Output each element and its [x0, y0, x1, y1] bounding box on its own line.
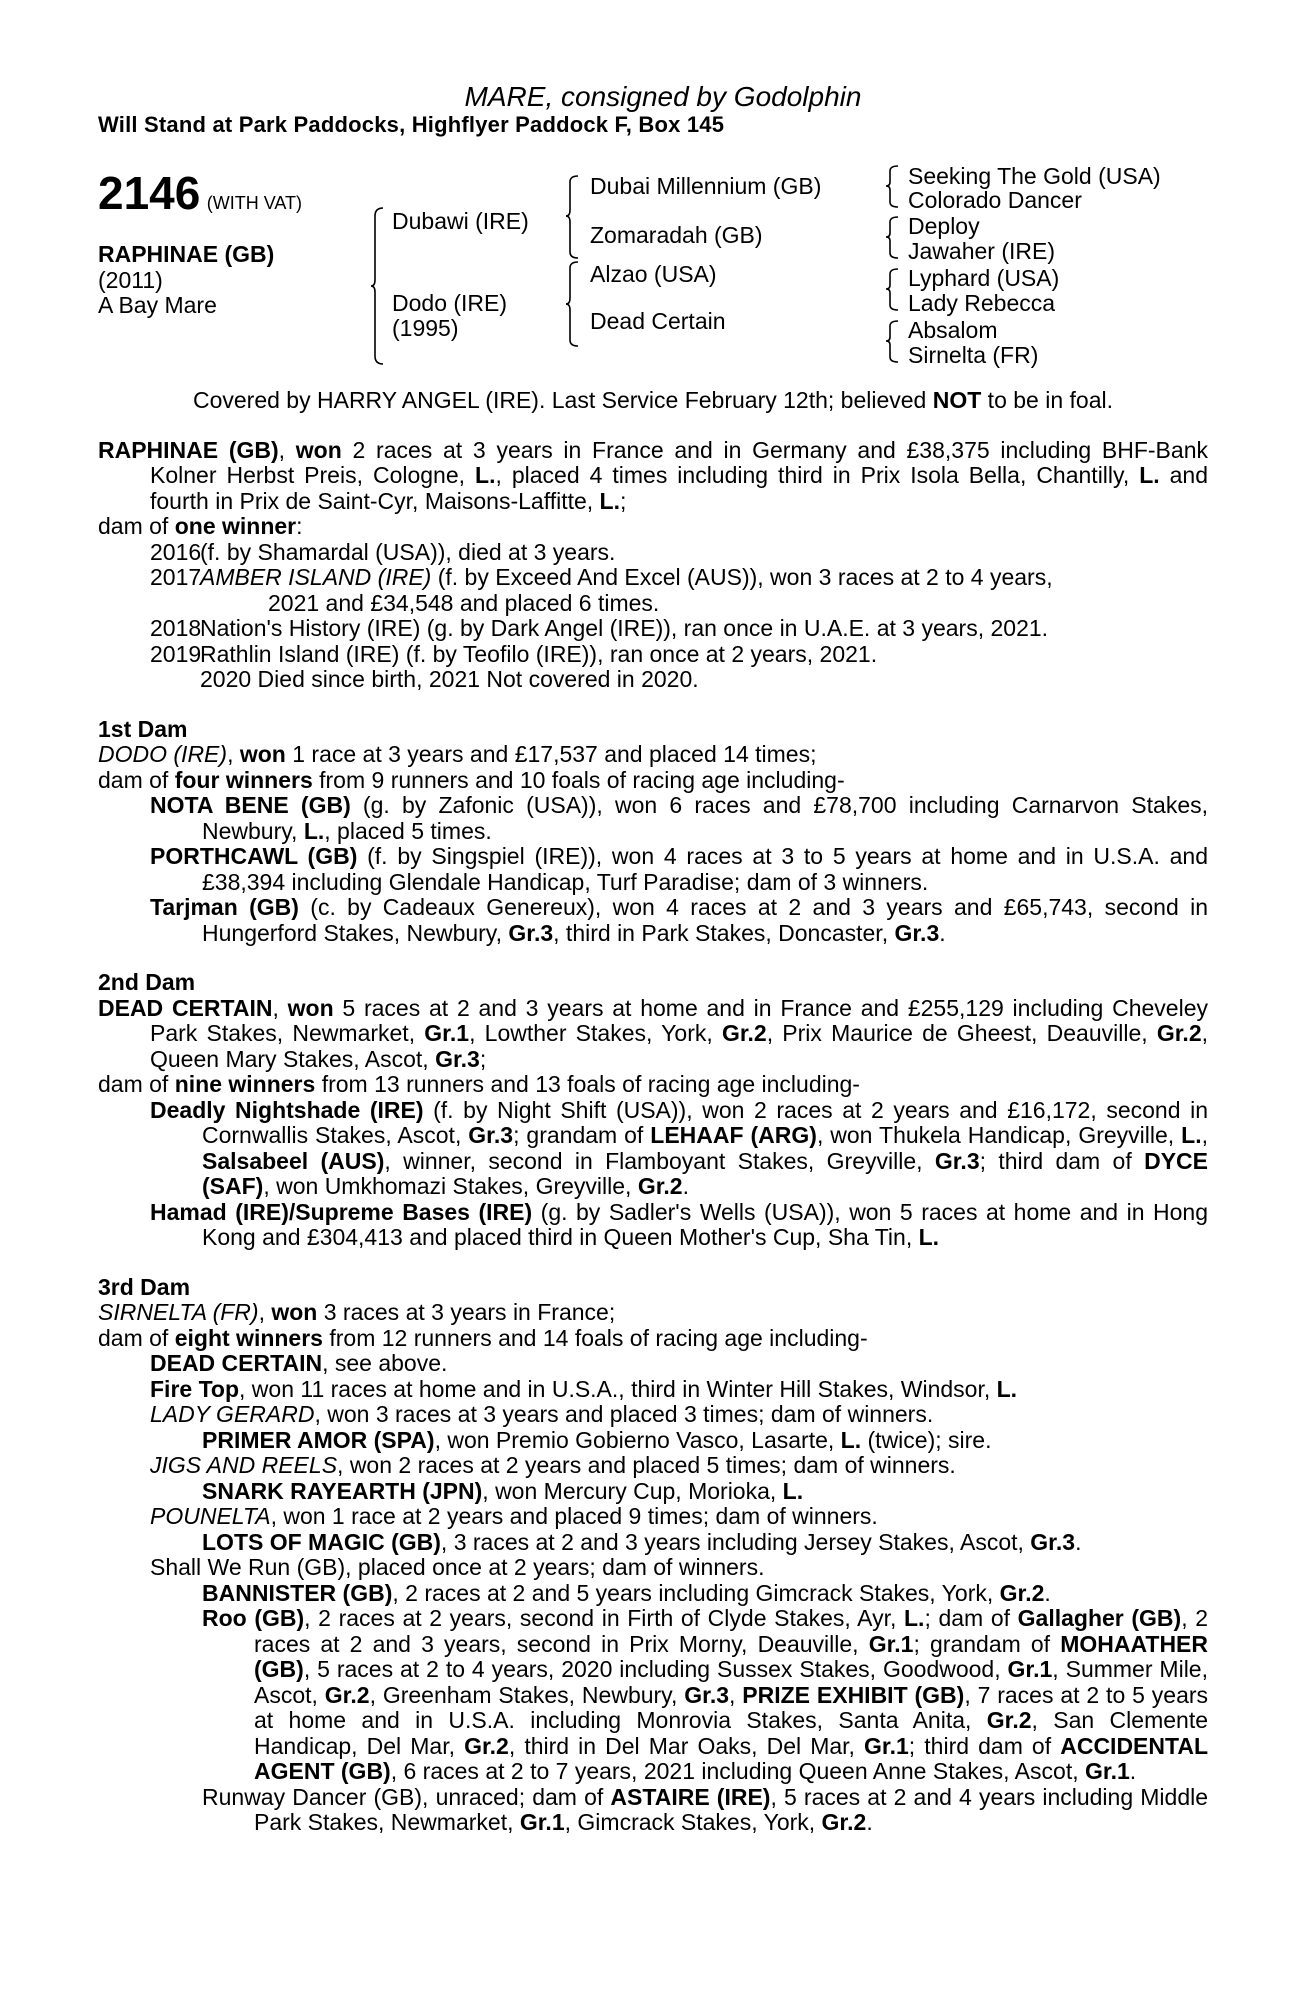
text-27: , Lowther Stakes, York,: [469, 1020, 722, 1046]
vat-label: (WITH VAT): [206, 193, 303, 213]
desc: [200, 565, 1208, 616]
progeny-row: [98, 565, 1208, 616]
text-20: (g. by Zafonic (USA)), won 6 races and £78,700 including Carnarvon Stakes, Newbury,: [202, 792, 1208, 844]
progeny-row: [98, 616, 1208, 642]
bold-text-25: Gr.3: [934, 1147, 980, 1174]
bold-text-52: Gr.2: [986, 1707, 1032, 1733]
bold-text-41: BANNISTER (GB): [202, 1579, 393, 1606]
dam3-subentry: [202, 1479, 1208, 1505]
bold-text-47: MOHAATHER (GB): [254, 1630, 1209, 1682]
dam1-heading: 1st Dam: [98, 715, 188, 742]
text-49: (twice); sire.: [861, 1426, 992, 1453]
text-32: from 13 runners and 13 foals of racing age including-: [315, 1071, 860, 1097]
bold-text-18: Gr.3: [435, 1045, 480, 1072]
bold-text-59: Gr.2: [821, 1809, 867, 1835]
text-14: 2019: [150, 640, 202, 667]
bold-text-19: nine winners: [174, 1071, 316, 1097]
text-29: , Queen Mary Stakes, Ascot,: [150, 1020, 1209, 1072]
text-37: , winner, second in Flamboyant Stakes, Greyville,: [384, 1147, 935, 1174]
ddam-sire: Absalom: [908, 317, 998, 343]
sire-dam: Zomaradah (GB): [590, 222, 763, 248]
text-44: from 12 runners and 14 foals of racing age including-: [322, 1324, 868, 1351]
bold-text-55: ACCIDENTAL AGENT (GB): [254, 1732, 1209, 1784]
bold-text-28: Hamad (IRE)/Supreme Bases (IRE): [150, 1198, 533, 1225]
text-53: , 3 races at 2 and 3 years including Jersey Stakes, Ascot,: [440, 1528, 1031, 1555]
bold-text-32: DEAD CERTAIN: [150, 1350, 323, 1376]
bold-text-37: SNARK RAYEARTH (JPN): [202, 1477, 483, 1504]
text-38: ; third dam of: [979, 1147, 1145, 1174]
text-26: 5 races at 2 and 3 years at home and in France and £255,129 including Cheveley Park Stakes, Newmarket,: [150, 994, 1209, 1046]
bold-text-23: L.: [1181, 1122, 1202, 1148]
lot-number-line: [98, 167, 303, 219]
sire-bracket: [566, 174, 580, 260]
bold-text-42: Gr.2: [999, 1579, 1045, 1606]
text-69: , 6 races at 2 to 7 years, 2021 including Queen Anne Stakes, Ascot,: [390, 1758, 1085, 1784]
bold-text-10: Tarjman (GB): [150, 894, 299, 920]
sdam-sire: Deploy: [908, 213, 980, 239]
dam3-entry: [150, 1351, 1208, 1377]
text-3: and fourth in Prix de Saint-Cyr, Maisons-Laffitte,: [150, 462, 1209, 514]
text-35: , won Thukela Handicap, Greyville,: [816, 1122, 1182, 1148]
bold-text-39: LOTS OF MAGIC (GB): [202, 1528, 441, 1555]
bold-text-50: Gr.3: [684, 1681, 730, 1708]
bracket-1: [886, 164, 900, 210]
text-6: :: [296, 513, 303, 539]
bracket-3: [886, 267, 900, 313]
text-63: , Greenham Stakes, Newbury,: [369, 1681, 685, 1708]
text-25: .: [939, 919, 946, 946]
bold-text-7: NOTA BENE (GB): [150, 792, 351, 818]
text-23: (c. by Cadeaux Genereux), won 4 races at 2 and 3 years and £65,743, second in Hungerford Stakes, Newbury,: [202, 894, 1208, 946]
text-48: , won Premio Gobierno Vasco, Lasarte,: [434, 1426, 841, 1453]
dam2-entry: [150, 1200, 1208, 1251]
pedigree-table: [98, 164, 1208, 386]
bold-text-15: Gr.1: [424, 1020, 470, 1046]
dam3-subentry: [202, 1606, 1208, 1785]
progeny-footnote: [98, 667, 1208, 693]
dam-bracket: [566, 260, 580, 350]
dsire-sire: Lyphard (USA): [908, 265, 1060, 291]
lot-number: 2146: [98, 167, 201, 219]
italic-text-1: AMBER ISLAND (IRE): [200, 564, 432, 590]
bold-text-35: PRIMER AMOR (SPA): [202, 1426, 435, 1453]
bold-text-51: PRIZE EXHIBIT (GB): [742, 1681, 965, 1708]
bold-text-34: L.: [996, 1375, 1018, 1402]
text-51: , won Mercury Cup, Morioka,: [482, 1477, 783, 1504]
italic-text-3: SIRNELTA (FR): [98, 1299, 259, 1325]
dam1-entry: [150, 844, 1208, 895]
dam3-record: SIRNELTA (FR), won 3 races at 3 years in France;: [98, 1299, 616, 1325]
text-41: (g. by Sadler's Wells (USA)), won 5 races at home and in Hong Kong and £304,413 and placed third in Queen Mother's Cup, Sha Tin,: [202, 1198, 1208, 1250]
text-11: 2021 and £34,548 and placed 6 times.: [268, 589, 660, 616]
text-66: , San Clemente Handicap, Del Mar,: [254, 1707, 1208, 1759]
bold-text-29: L.: [918, 1224, 940, 1250]
bold-text-5: won: [239, 741, 286, 767]
bold-text-16: Gr.2: [721, 1020, 767, 1046]
bracket-4: [886, 319, 900, 365]
italic-text-4: LADY GERARD: [150, 1401, 315, 1427]
dam2-record: DEAD CERTAIN, won 5 races at 2 and 3 years at home and in France and £255,129 including Cheveley Park Stakes, Newmarket, Gr.1, Lowther Stakes, York, Gr.2, Prix Maurice de Gheest, Deauville, Gr.2, Queen Mary Stakes, Ascot, Gr.3;: [98, 994, 1209, 1072]
bold-text-43: Roo (GB): [202, 1605, 305, 1631]
bold-text-24: Salsabeel (AUS): [202, 1147, 385, 1174]
bold-text-30: won: [271, 1299, 318, 1325]
bold-text-20: Deadly Nightshade (IRE): [150, 1096, 424, 1123]
text-70: .: [1129, 1758, 1137, 1784]
text-21: , placed 5 times.: [324, 817, 492, 844]
text-58: ; dam of: [924, 1605, 1018, 1631]
text-46: , won 11 races at home and in U.S.A., third in Winter Hill Stakes, Windsor,: [239, 1375, 997, 1402]
bracket-2: [886, 215, 900, 261]
text-68: ; third dam of: [908, 1732, 1061, 1759]
text-47: , won 3 races at 3 years and placed 3 times; dam of winners.: [314, 1401, 934, 1427]
bold-text-45: Gallagher (GB): [1017, 1605, 1182, 1631]
text-19: from 9 runners and 10 foals of racing age including-: [312, 766, 845, 793]
bold-text-4: one winner: [174, 513, 297, 539]
bold-text-9: PORTHCAWL (GB): [150, 843, 358, 869]
dam3-damof: [98, 1326, 1208, 1352]
sire-sire: Dubai Millennium (GB): [590, 173, 822, 199]
bold-text-8: L.: [303, 817, 325, 844]
text-30: ;: [479, 1045, 487, 1072]
bold-text-22: LEHAAF (ARG): [650, 1122, 817, 1148]
text-9: 2017: [150, 564, 202, 590]
bold-text-48: Gr.1: [1007, 1656, 1053, 1682]
bold-text-49: Gr.2: [324, 1681, 370, 1708]
dam1-damof: [98, 768, 1208, 794]
text-24: , third in Park Stakes, Doncaster,: [553, 919, 895, 946]
bold-text-33: Fire Top: [150, 1375, 240, 1402]
text-17: 1 race at 3 years and £17,537 and placed 14 times;: [285, 741, 817, 767]
text-45: , see above.: [322, 1350, 448, 1376]
sdam-dam: Jawaher (IRE): [908, 238, 1055, 264]
text-22: (f. by Singspiel (IRE)), won 4 races at 3 to 5 years at home and in U.S.A. and £38,394 including Glendale Handicap, Turf Paradise; dam of 3 winners.: [202, 843, 1208, 895]
text-12: 2018: [150, 615, 202, 641]
bold-text-31: eight winners: [174, 1324, 323, 1351]
bold-text-13: DEAD CERTAIN: [98, 994, 273, 1021]
bold-text-58: Gr.1: [519, 1809, 565, 1835]
bold-text-11: Gr.3: [508, 919, 554, 946]
yr: [98, 667, 200, 693]
bold-text-36: L.: [840, 1426, 862, 1453]
dam2-entry: [150, 1098, 1208, 1200]
text-16: 2020 Died since birth, 2021 Not covered in 2020.: [200, 666, 699, 692]
text-18: dam of: [98, 766, 175, 793]
bold-text-26: DYCE (SAF): [202, 1147, 1208, 1199]
text-71: Runway Dancer (GB), unraced; dam of: [202, 1783, 611, 1810]
bold-text-2: L.: [1139, 462, 1160, 488]
text-34: ; grandam of: [513, 1122, 651, 1148]
bold-text-56: Gr.1: [1085, 1758, 1130, 1784]
ssire-dam: Colorado Dancer: [908, 187, 1082, 213]
text-4: ;: [620, 487, 627, 514]
catalogue-page: [98, 82, 1208, 1836]
text-31: dam of: [98, 1071, 175, 1097]
bold-text-14: won: [287, 994, 334, 1021]
text-67: , third in Del Mar Oaks, Del Mar,: [508, 1732, 865, 1759]
covered-note: [98, 388, 1208, 414]
text-2: , placed 4 times including third in Prix Isola Bella, Chantilly,: [495, 462, 1140, 488]
text-61: , 5 races at 2 to 4 years, 2020 including Sussex Stakes, Goodwood,: [303, 1656, 1008, 1682]
record-horse-name: RAPHINAE (GB): [98, 436, 279, 463]
text-55: , 2 races at 2 and 5 years including Gimcrack Stakes, York,: [392, 1579, 1000, 1606]
bold-text-54: Gr.1: [864, 1732, 909, 1759]
bold-text-57: ASTAIRE (IRE): [610, 1783, 771, 1810]
bold-text-38: L.: [782, 1477, 804, 1504]
dam1-entry: [150, 793, 1208, 844]
sire-name: Dubawi (IRE): [392, 208, 529, 234]
bold-text-40: Gr.3: [1030, 1528, 1076, 1555]
text-54: .: [1075, 1528, 1082, 1555]
text-52: , won 1 race at 2 years and placed 9 times; dam of winners.: [270, 1503, 878, 1529]
progeny-row: [98, 540, 1208, 566]
page-title: MARE, consigned by Godolphin: [464, 81, 862, 112]
race-record: RAPHINAE (GB), won 2 races at 3 years in France and in Germany and £38,375 including BHF-Bank Kolner Herbst Preis, Cologne, L., placed 4 times including third in Prix Isola Bella, Chantilly, L. and fourth in Prix de Saint-Cyr, Maisons-Laffitte, L.;: [98, 436, 1209, 514]
text-43: dam of: [98, 1324, 175, 1351]
text-56: .: [1044, 1579, 1051, 1606]
bold-text-6: four winners: [174, 766, 313, 793]
text-8: (f. by Shamardal (USA)), died at 3 years.: [200, 538, 616, 565]
bold-text-21: Gr.3: [468, 1122, 514, 1148]
bold-text-3: L.: [599, 487, 620, 514]
text-59: , 2 races at 2 and 3 years, second in Prix Morny, Deauville,: [254, 1605, 1208, 1657]
text-28: , Prix Maurice de Gheest, Deauville,: [766, 1020, 1157, 1046]
covered-not: NOT: [932, 387, 982, 413]
bold-text-53: Gr.2: [464, 1732, 509, 1759]
text-42: 3 races at 3 years in France;: [317, 1299, 616, 1325]
dam3-entry: Shall We Run (GB), placed once at 2 years; dam of winners.: [150, 1554, 765, 1580]
dam3-subentry: [202, 1581, 1208, 1607]
ddam-dam: Sirnelta (FR): [908, 342, 1039, 368]
covered-text-end: to be in foal.: [981, 387, 1113, 413]
dam-year: (1995): [392, 315, 459, 341]
italic-text-5: JIGS AND REELS: [150, 1452, 338, 1478]
progeny-row: [98, 642, 1208, 668]
bold-text-17: Gr.2: [1156, 1020, 1202, 1046]
text-13: Nation's History (IRE) (g. by Dark Angel (IRE)), ran once in U.A.E. at 3 years, 2021.: [200, 615, 1049, 641]
text-73: , Gimcrack Stakes, York,: [564, 1809, 822, 1835]
dam3-subentry: [202, 1428, 1208, 1454]
stand-location: Will Stand at Park Paddocks, Highflyer Paddock F, Box 145: [98, 112, 725, 137]
text-39: , won Umkhomazi Stakes, Greyville,: [263, 1173, 638, 1199]
dam3-entry: [150, 1453, 1208, 1479]
dam3-subentry: [202, 1530, 1208, 1556]
dam3-entry: [150, 1377, 1208, 1403]
dam-sire: Alzao (USA): [590, 261, 717, 287]
text-72: , 5 races at 2 and 4 years including Middle Park Stakes, Newmarket,: [254, 1783, 1209, 1835]
text-33: (f. by Night Shift (USA)), won 2 races at 2 years and £16,172, second in Cornwallis Stakes, Ascot,: [202, 1096, 1208, 1148]
bold-text-46: Gr.1: [868, 1630, 914, 1657]
text-7: 2016: [150, 538, 202, 565]
record-won: won: [295, 436, 342, 463]
dam3-entry: [150, 1402, 1208, 1428]
dam-dam: Dead Certain: [590, 308, 726, 334]
italic-text-6: POUNELTA: [150, 1503, 271, 1529]
record-damof: [98, 514, 1208, 540]
main-bracket: [371, 206, 385, 366]
text-60: ; grandam of: [913, 1630, 1061, 1657]
lot-horse-name: RAPHINAE (GB): [98, 241, 275, 267]
bold-text-12: Gr.3: [894, 919, 940, 946]
dam1-entry: [150, 895, 1208, 946]
dam2-heading: 2nd Dam: [98, 969, 196, 995]
text-10: (f. by Exceed And Excel (AUS)), won 3 races at 2 to 4 years,: [431, 564, 1053, 590]
italic-text-2: DODO (IRE): [98, 741, 228, 767]
text-5: dam of: [98, 513, 175, 539]
text-65: , 7 races at 2 to 5 years at home and in U.S.A. including Monrovia Stakes, Santa Anita,: [254, 1681, 1209, 1733]
text-64: ,: [729, 1681, 743, 1708]
text-57: , 2 races at 2 years, second in Firth of Clyde Stakes, Ayr,: [304, 1605, 904, 1631]
lot-year: (2011): [98, 267, 163, 293]
text-50: , won 2 races at 2 years and placed 5 times; dam of winners.: [337, 1452, 956, 1478]
dam3-entry: [150, 1504, 1208, 1530]
bold-text-1: L.: [475, 462, 496, 488]
bold-text-27: Gr.2: [637, 1173, 683, 1199]
dam2-damof: [98, 1072, 1208, 1098]
text-62: , Summer Mile, Ascot,: [254, 1656, 1208, 1708]
text-40: .: [682, 1173, 689, 1199]
text-36: ,: [1201, 1122, 1208, 1148]
covered-text: Covered by HARRY ANGEL (IRE). Last Service February 12th; believed: [192, 387, 933, 413]
lot-description: A Bay Mare: [98, 292, 217, 318]
bold-text-44: L.: [904, 1605, 925, 1631]
dsire-dam: Lady Rebecca: [908, 290, 1056, 316]
text-15: Rathlin Island (IRE) (f. by Teofilo (IRE)), ran once at 2 years, 2021.: [200, 640, 878, 667]
text-1: 2 races at 3 years in France and in Germany and £38,375 including BHF-Bank Kolner Herbst Preis, Cologne,: [150, 436, 1208, 488]
dam-name: Dodo (IRE): [392, 290, 508, 316]
ssire-sire: Seeking The Gold (USA): [908, 163, 1161, 189]
dam1-record: DODO (IRE), won 1 race at 3 years and £17,537 and placed 14 times;: [98, 741, 817, 767]
text-74: .: [866, 1809, 873, 1835]
dam3-heading: 3rd Dam: [98, 1273, 191, 1300]
dam3-subentry: [202, 1785, 1208, 1836]
